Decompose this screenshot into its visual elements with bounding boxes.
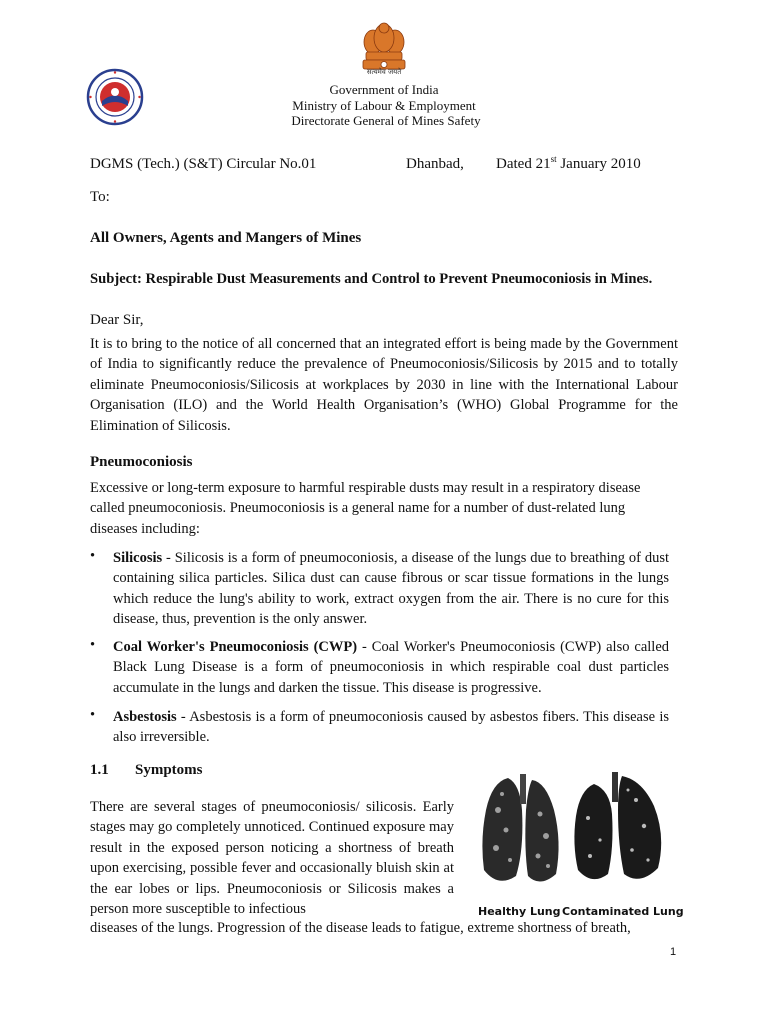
symptoms-paragraph: There are several stages of pneumoconiosis/ silicosis. Early stages may go completely unnoticed. Continued exposure may result in the exposed person noticing a shortness of breath upon exercising, possible fever and occasionally bluish skin at the ear lobes or lips. Pneumoconiosis or Silicosis makes a person more susceptible to infectious — [90, 799, 454, 918]
bullet-marker: • — [90, 548, 96, 564]
section-title: Symptoms — [135, 762, 203, 778]
emblem-motto: सत्यमेव जयते — [366, 68, 402, 76]
section-number: 1.1 — [90, 762, 109, 778]
healthy-lung-image — [482, 774, 558, 882]
lung-figure — [474, 770, 678, 902]
circular-date — [496, 156, 641, 173]
bullet-silicosis — [113, 548, 669, 630]
date-suffix-sup: st — [550, 154, 557, 164]
caption-healthy: Healthy Lung — [478, 905, 561, 918]
intro-paragraph: It is to bring to the notice of all concerned that an integrated effort is being made by the Government of India to significantly reduce the prevalence of Pneumoconiosis/Silicosis by 2015 and to totally eliminate Pneumoconiosis/Silicosis at workplaces by 2030 in line with the International Labour Organisation (ILO) and the World Health Organisation’s (WHO) Global Programme for the Elimination of Silicosis. — [90, 336, 678, 434]
bullet-text: - Coal Worker's Pneumoconiosis (CWP) also called Black Lung Disease is a form of pneumoconiosis in which respirable coal dust particles accumulate in the lungs and darken the tissue. This disease is progressive. — [113, 639, 670, 696]
pneumo-heading: Pneumoconiosis — [90, 454, 193, 470]
bullet-term: Coal Worker's Pneumoconiosis (CWP) — [113, 639, 358, 655]
circular-place: Dhanbad, — [406, 156, 464, 172]
date-prefix: Dated 21 — [496, 156, 551, 172]
bullet-marker: • — [90, 637, 96, 653]
salutation: Dear Sir, — [90, 312, 144, 328]
header-ministry: Ministry of Labour & Employment — [292, 98, 476, 113]
caption-contaminated: Contaminated Lung — [562, 905, 684, 918]
page-number: 1 — [670, 946, 677, 958]
circular-number: DGMS (Tech.) (S&T) Circular No.01 — [90, 156, 317, 172]
bullet-cwp — [113, 637, 669, 698]
subject: Subject: Respirable Dust Measurements and Control to Prevent Pneumoconiosis in Mines. — [90, 271, 653, 287]
header-directorate: Directorate General of Mines Safety — [291, 113, 481, 128]
bullet-text: - Asbestosis is a form of pneumoconiosis caused by asbestos fibers. This disease is also irreversible. — [113, 709, 669, 746]
contaminated-lung-image — [574, 772, 661, 879]
bullet-marker: • — [90, 707, 96, 723]
symptoms-paragraph-cont: diseases of the lungs. Progression of the disease leads to fatigue, extreme shortness of breath, — [90, 920, 631, 936]
bullet-term: Silicosis — [113, 550, 163, 566]
addressee: All Owners, Agents and Mangers of Mines — [90, 230, 362, 246]
date-rest: January 2010 — [556, 156, 641, 172]
bullet-asbestosis — [113, 707, 669, 748]
pneumo-paragraph: Excessive or long-term exposure to harmful respirable dusts may result in a respiratory disease called pneumoconiosis. Pneumoconiosis is a general name for a number of dust-related lung diseases including: — [90, 480, 641, 537]
dgms-logo — [86, 68, 144, 126]
bullet-term: Asbestosis — [113, 709, 177, 725]
bullet-text: - Silicosis is a form of pneumoconiosis, a disease of the lungs due to breathing of dust containing silica particles. Silica dust can cause fibrous or scar tissue formations in the lungs which reduce the lung's ability to work, extract oxygen from the air. There is no cure for this disease, thus, prevention is the only answer. — [113, 550, 669, 628]
header-gov: Government of India — [329, 82, 439, 97]
to-label: To: — [90, 189, 110, 205]
